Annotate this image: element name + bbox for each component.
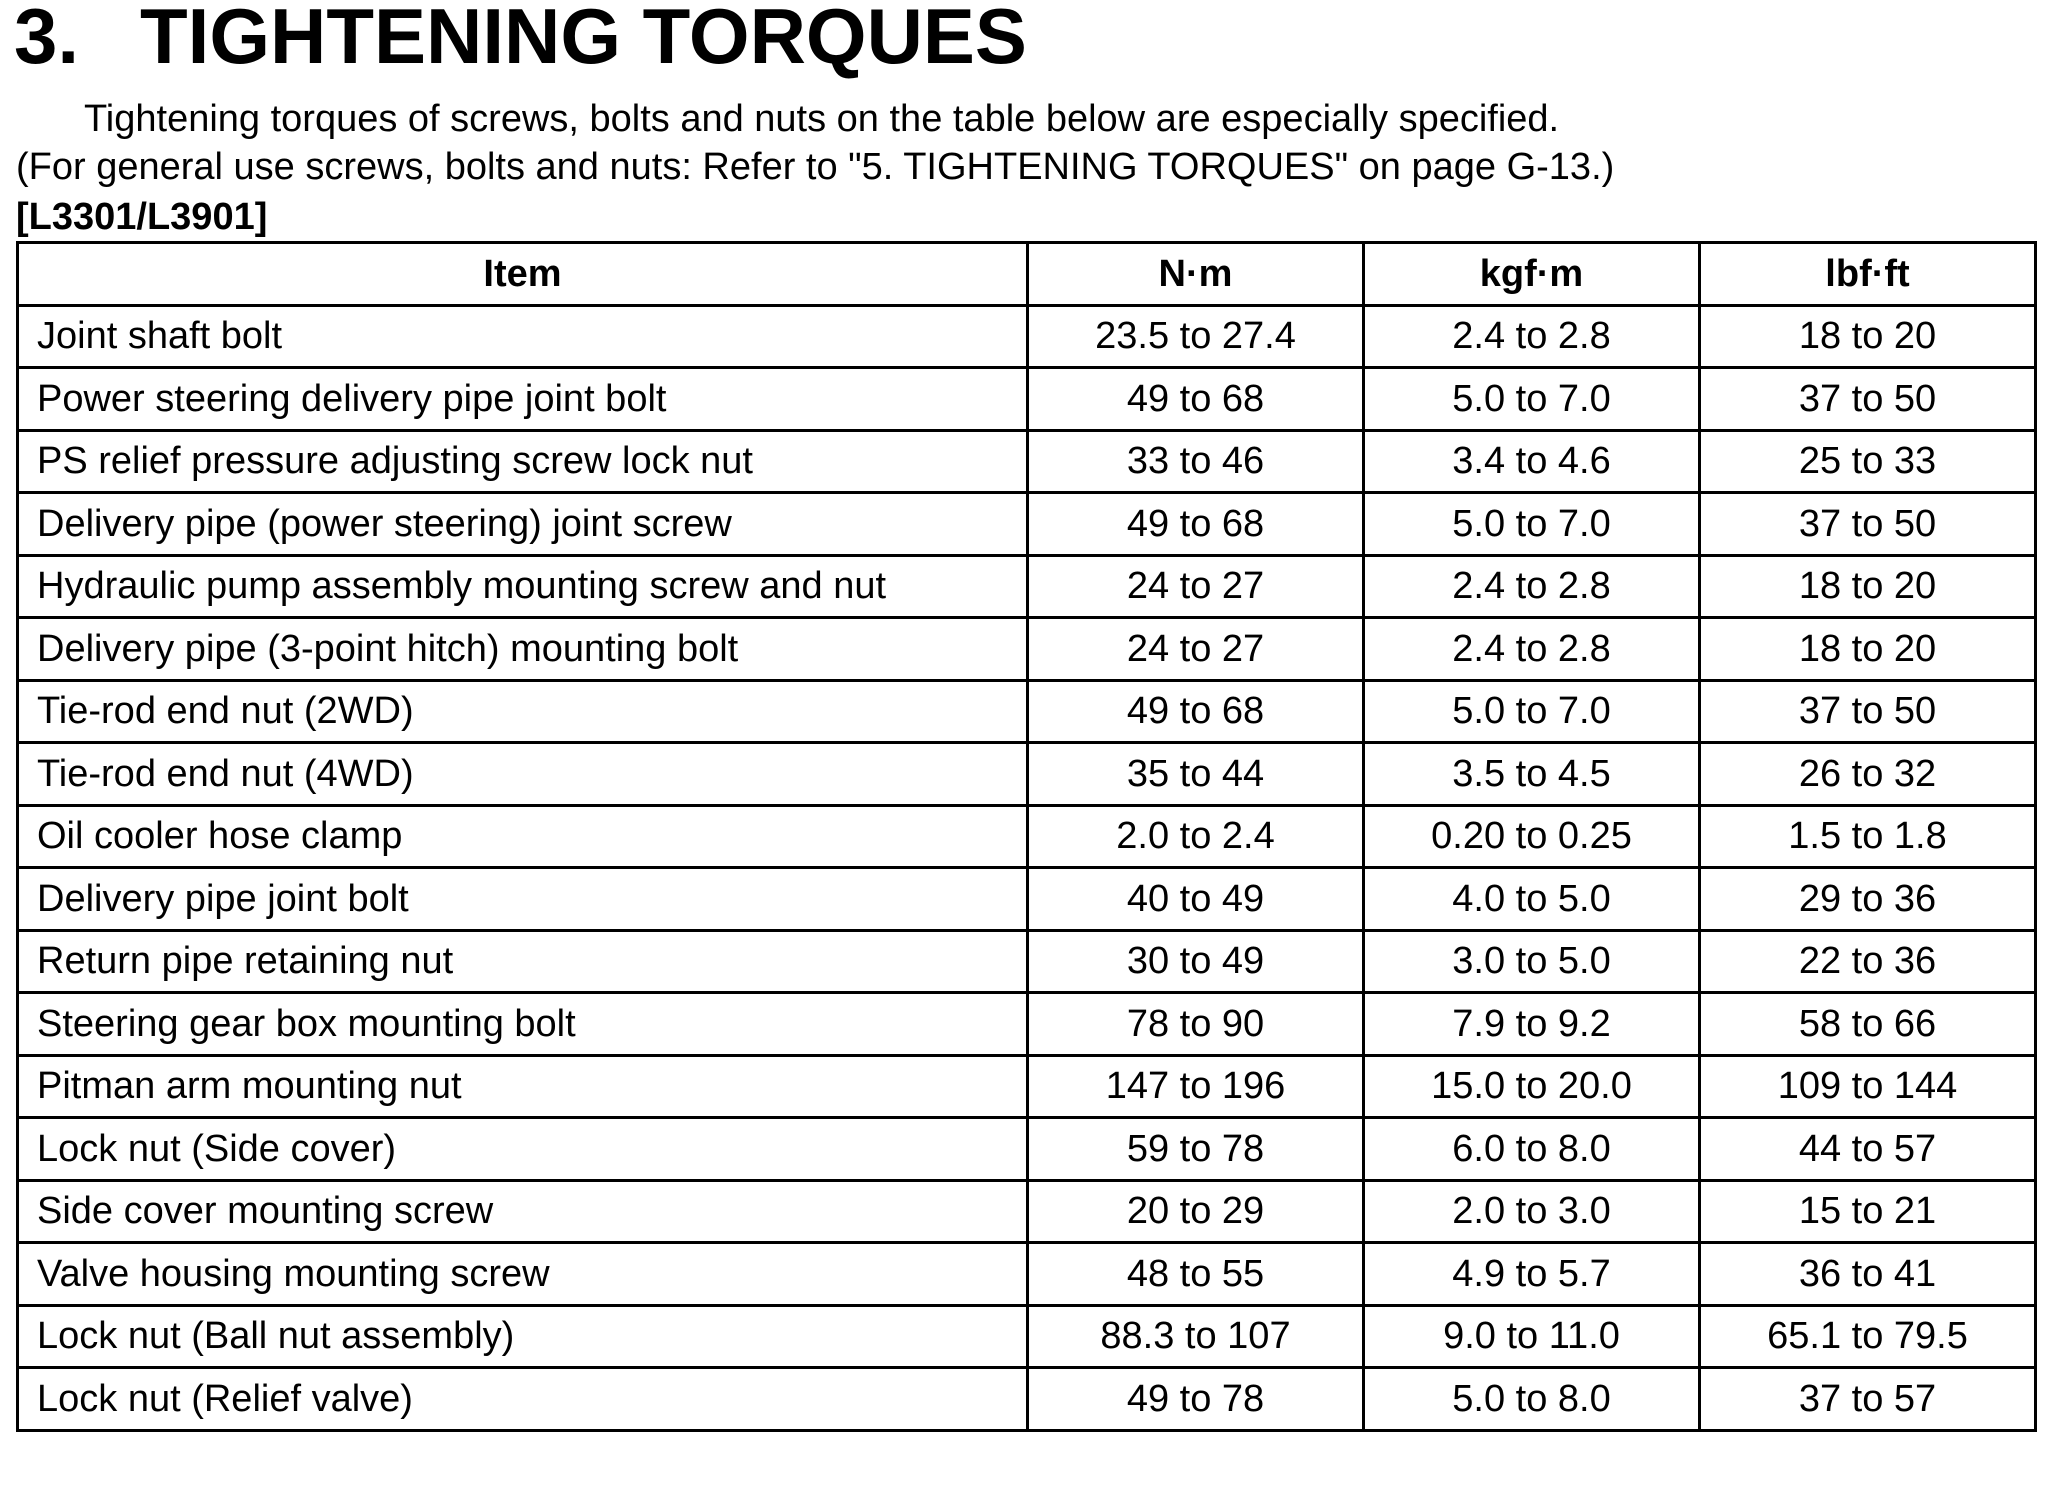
section-number: 3. xyxy=(14,0,80,80)
table-row xyxy=(18,555,2036,618)
lbfft-cell: 44 to 57 xyxy=(1700,1118,2036,1181)
item-cell: Side cover mounting screw xyxy=(18,1180,1028,1243)
lbfft-cell: 15 to 21 xyxy=(1700,1180,2036,1243)
table-row xyxy=(18,493,2036,556)
item-cell: Hydraulic pump assembly mounting screw and nut xyxy=(18,555,1028,618)
item-cell: Steering gear box mounting bolt xyxy=(18,993,1028,1056)
table-row xyxy=(18,805,2036,868)
kgfm-cell: 2.0 to 3.0 xyxy=(1364,1180,1700,1243)
item-cell: Oil cooler hose clamp xyxy=(18,805,1028,868)
table-row xyxy=(18,1305,2036,1368)
kgfm-cell: 5.0 to 7.0 xyxy=(1364,493,1700,556)
kgfm-cell: 7.9 to 9.2 xyxy=(1364,993,1700,1056)
lbfft-cell: 109 to 144 xyxy=(1700,1055,2036,1118)
item-cell: Lock nut (Side cover) xyxy=(18,1118,1028,1181)
lbfft-cell: 37 to 50 xyxy=(1700,680,2036,743)
table-row xyxy=(18,868,2036,931)
kgfm-cell: 2.4 to 2.8 xyxy=(1364,618,1700,681)
torque-table xyxy=(16,241,2037,1432)
lbfft-cell: 58 to 66 xyxy=(1700,993,2036,1056)
nm-cell: 40 to 49 xyxy=(1028,868,1364,931)
item-cell: Valve housing mounting screw xyxy=(18,1243,1028,1306)
lbfft-cell: 18 to 20 xyxy=(1700,555,2036,618)
nm-cell: 49 to 68 xyxy=(1028,368,1364,431)
item-cell: Lock nut (Relief valve) xyxy=(18,1368,1028,1431)
table-row xyxy=(18,305,2036,368)
kgfm-cell: 3.5 to 4.5 xyxy=(1364,743,1700,806)
lbfft-cell: 18 to 20 xyxy=(1700,305,2036,368)
lbfft-cell: 22 to 36 xyxy=(1700,930,2036,993)
nm-cell: 30 to 49 xyxy=(1028,930,1364,993)
nm-cell: 23.5 to 27.4 xyxy=(1028,305,1364,368)
lbfft-cell: 25 to 33 xyxy=(1700,430,2036,493)
table-header-row xyxy=(18,243,2036,306)
nm-cell: 35 to 44 xyxy=(1028,743,1364,806)
intro-paragraph xyxy=(16,95,1614,191)
table-row xyxy=(18,930,2036,993)
lbfft-cell: 29 to 36 xyxy=(1700,868,2036,931)
table-row xyxy=(18,1118,2036,1181)
item-cell: PS relief pressure adjusting screw lock nut xyxy=(18,430,1028,493)
kgfm-cell: 5.0 to 7.0 xyxy=(1364,680,1700,743)
table-row xyxy=(18,1055,2036,1118)
nm-cell: 59 to 78 xyxy=(1028,1118,1364,1181)
lbfft-cell: 37 to 50 xyxy=(1700,493,2036,556)
nm-cell: 48 to 55 xyxy=(1028,1243,1364,1306)
kgfm-cell: 3.4 to 4.6 xyxy=(1364,430,1700,493)
table-row xyxy=(18,368,2036,431)
kgfm-cell: 0.20 to 0.25 xyxy=(1364,805,1700,868)
kgfm-cell: 3.0 to 5.0 xyxy=(1364,930,1700,993)
kgfm-cell: 5.0 to 8.0 xyxy=(1364,1368,1700,1431)
model-label: [L3301/L3901] xyxy=(16,196,268,238)
table-row xyxy=(18,1368,2036,1431)
nm-cell: 147 to 196 xyxy=(1028,1055,1364,1118)
item-cell: Pitman arm mounting nut xyxy=(18,1055,1028,1118)
nm-cell: 33 to 46 xyxy=(1028,430,1364,493)
lbfft-cell: 1.5 to 1.8 xyxy=(1700,805,2036,868)
header-lbfft: lbf·ft xyxy=(1700,243,2036,306)
item-cell: Joint shaft bolt xyxy=(18,305,1028,368)
table-row xyxy=(18,680,2036,743)
nm-cell: 24 to 27 xyxy=(1028,618,1364,681)
kgfm-cell: 5.0 to 7.0 xyxy=(1364,368,1700,431)
table-row xyxy=(18,618,2036,681)
item-cell: Delivery pipe joint bolt xyxy=(18,868,1028,931)
header-nm: N·m xyxy=(1028,243,1364,306)
header-kgfm: kgf·m xyxy=(1364,243,1700,306)
item-cell: Delivery pipe (3-point hitch) mounting bolt xyxy=(18,618,1028,681)
nm-cell: 49 to 68 xyxy=(1028,493,1364,556)
item-cell: Power steering delivery pipe joint bolt xyxy=(18,368,1028,431)
item-cell: Tie-rod end nut (4WD) xyxy=(18,743,1028,806)
nm-cell: 49 to 68 xyxy=(1028,680,1364,743)
table-row xyxy=(18,993,2036,1056)
kgfm-cell: 9.0 to 11.0 xyxy=(1364,1305,1700,1368)
lbfft-cell: 36 to 41 xyxy=(1700,1243,2036,1306)
lbfft-cell: 18 to 20 xyxy=(1700,618,2036,681)
header-item: Item xyxy=(18,243,1028,306)
kgfm-cell: 4.9 to 5.7 xyxy=(1364,1243,1700,1306)
table-row xyxy=(18,1180,2036,1243)
section-heading xyxy=(14,0,1027,80)
kgfm-cell: 2.4 to 2.8 xyxy=(1364,305,1700,368)
table-row xyxy=(18,743,2036,806)
item-cell: Tie-rod end nut (2WD) xyxy=(18,680,1028,743)
kgfm-cell: 4.0 to 5.0 xyxy=(1364,868,1700,931)
kgfm-cell: 6.0 to 8.0 xyxy=(1364,1118,1700,1181)
lbfft-cell: 65.1 to 79.5 xyxy=(1700,1305,2036,1368)
nm-cell: 78 to 90 xyxy=(1028,993,1364,1056)
table-row xyxy=(18,430,2036,493)
nm-cell: 2.0 to 2.4 xyxy=(1028,805,1364,868)
intro-line-1: Tightening torques of screws, bolts and nuts on the table below are especially specified. xyxy=(84,98,1560,140)
intro-line-2: (For general use screws, bolts and nuts: Refer to "5. TIGHTENING TORQUES" on page G-13.) xyxy=(16,146,1615,188)
nm-cell: 88.3 to 107 xyxy=(1028,1305,1364,1368)
kgfm-cell: 15.0 to 20.0 xyxy=(1364,1055,1700,1118)
table-row xyxy=(18,1243,2036,1306)
lbfft-cell: 37 to 50 xyxy=(1700,368,2036,431)
kgfm-cell: 2.4 to 2.8 xyxy=(1364,555,1700,618)
lbfft-cell: 26 to 32 xyxy=(1700,743,2036,806)
nm-cell: 49 to 78 xyxy=(1028,1368,1364,1431)
nm-cell: 24 to 27 xyxy=(1028,555,1364,618)
item-cell: Return pipe retaining nut xyxy=(18,930,1028,993)
item-cell: Lock nut (Ball nut assembly) xyxy=(18,1305,1028,1368)
section-title: TIGHTENING TORQUES xyxy=(140,0,1027,80)
item-cell: Delivery pipe (power steering) joint screw xyxy=(18,493,1028,556)
nm-cell: 20 to 29 xyxy=(1028,1180,1364,1243)
lbfft-cell: 37 to 57 xyxy=(1700,1368,2036,1431)
